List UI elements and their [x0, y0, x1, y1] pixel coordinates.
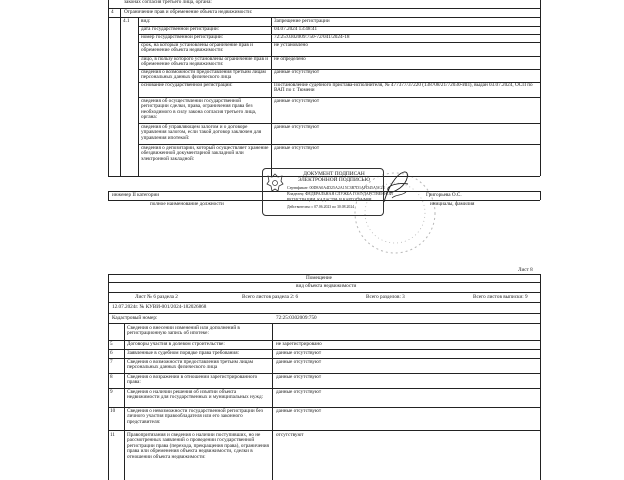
row-value: Запрещение регистрации [274, 18, 330, 24]
row-num: 5 [110, 341, 113, 347]
object-heading: Помещение [306, 275, 332, 281]
row-value: 04.07.2024 13:48:41 [274, 26, 318, 32]
row-label: сведения об осуществлении государственной регистрации сделки, права, ограничения права без необходимого в силу закона согласия третьего лица, органа: [141, 98, 257, 121]
total-sections: Всего разделов: 3 [366, 294, 405, 300]
row-label: Сведения о возможности предоставления третьим лицам персональных данных физического лица [127, 359, 253, 371]
sheet-no-section: Лист № 6 раздела 2 [135, 294, 178, 300]
row-value: не установлено [274, 42, 308, 48]
position-caption: полное наименование должности [150, 201, 224, 207]
row-num: 8 [110, 374, 113, 380]
row-value: данные отсутствуют [276, 408, 322, 414]
row-value: данные отсутствуют [276, 389, 322, 395]
row-value: данные отсутствуют [274, 124, 320, 130]
signer-position: инженер II категории [112, 192, 160, 198]
row-label: Заявленные в судебном порядке права требования: [127, 350, 240, 356]
section4-num: 4 [111, 9, 114, 15]
row-num: 10 [110, 408, 116, 414]
coat-of-arms-icon [266, 173, 284, 193]
row-label: сведения о возможности предоставления третьим лицам персональных данных физического лица [141, 69, 266, 81]
row-num: 6 [110, 350, 113, 356]
row-label: срок, на который установлены ограничение прав и обременение объекта недвижимости: [141, 42, 253, 54]
row-value: данные отсутствуют [274, 98, 320, 104]
row-value: 72:25:0302009:750-72/041/2024-18 [274, 34, 350, 40]
cadastral-value: 72:25:0302009:750 [276, 315, 317, 321]
stamp-line: РЕГИСТРАЦИИ, КАДАСТРА И КАРТОГРАФИИ [287, 197, 372, 202]
object-subheading: вид объекта недвижимости [296, 283, 357, 289]
row-value: не определено [274, 56, 306, 62]
row-label: номер государственной регистрации: [141, 34, 224, 40]
stamp-line: Действителен: с 07.06.2023 по 30.08.2024 [287, 205, 355, 209]
extract-date-number: 12.07.2024г. № КУВИ-001/2024-182026868 [112, 304, 207, 310]
row-value: не зарегистрировано [276, 341, 322, 347]
row-label: Правопритязания и сведения о наличии поступивших, но не рассмотренных заявлений о проведении государственной регистрации права (перехода, прекращения права), ограничения права или обременения объекта недвижимости, сделки в отношении объекта недвижимости: [127, 432, 269, 460]
stamp-title: ДОКУМЕНТ ПОДПИСАН ЭЛЕКТРОННОЙ ПОДПИСЬЮ [297, 171, 371, 183]
signer-caption: инициалы, фамилия [430, 201, 475, 207]
row-label: Сведения о возражении в отношении зарегистрированного права: [127, 374, 258, 386]
row-label: дата государственной регистрации: [141, 26, 220, 32]
top-fragment: законах согласия третьего лица, органа: [124, 0, 212, 5]
row-label: лицо, в пользу которого установлены ограничение прав и обременение объекта недвижимости: [141, 56, 268, 68]
row-num: 11 [110, 432, 115, 438]
row-value: отсутствуют [276, 432, 304, 438]
row-label: Сведения о внесении изменений или дополнений в регистрационную запись об ипотеке: [127, 325, 240, 337]
row-value: данные отсутствуют [276, 374, 322, 380]
page-2 [0, 260, 624, 480]
row-label: Договоры участия в долевом строительстве: [127, 341, 225, 347]
row-value: данные отсутствуют [276, 350, 322, 356]
total-sheets-section: Всего листов раздела 2: 6 [242, 294, 299, 300]
total-extract-sheets: Всего листов выписки: 9 [473, 294, 528, 300]
sheet-number: Лист 8 [518, 267, 533, 273]
item-4-1: 4.1 [123, 18, 130, 24]
row-value: данные отсутствуют [276, 359, 322, 365]
row-label: вид: [141, 18, 151, 24]
row-value: данные отсутствуют [274, 69, 320, 75]
stamp-line: Сертификат: 00D8A0A4D25A2A15C3B7D1AFD45A5C2E [287, 185, 386, 190]
round-seal [352, 170, 438, 256]
row-label: сведения о депозитарии, который осуществляет хранение обездвиженной документарной закладной или электронной закладной: [141, 145, 269, 162]
row-value: Постановление судебного пристава-исполнителя, № 477377/37220 (138708/21/72030-ИП), выдан 03.07.2024, ОСП по ВАП по г. Тюмени [274, 82, 533, 94]
row-label: сведения об управляющем залогом и о договоре управления залогом, если такой договор заключен для управления ипотекой: [141, 124, 262, 141]
row-label: Сведения о наличии решения об изъятии объекта недвижимости для государственных и муниципальных нужд: [127, 389, 264, 401]
signer-name: Григорьева О.С. [426, 192, 462, 198]
cadastral-label: Кадастровый номер: [112, 315, 158, 321]
row-label: основание государственной регистрации: [141, 82, 233, 88]
row-num: 9 [110, 389, 113, 395]
stamp-line: Владелец: ФЕДЕРАЛЬНАЯ СЛУЖБА ГОСУДАРСТВЕННОЙ [287, 191, 393, 196]
row-value: данные отсутствуют [274, 145, 320, 151]
row-label: Сведения о невозможности государственной регистрации без личного участия правообладателя или его законного представителя: [127, 408, 263, 425]
section4-title: Ограничение прав и обременение объекта недвижимости: [124, 9, 253, 15]
row-num: 7 [110, 359, 113, 365]
